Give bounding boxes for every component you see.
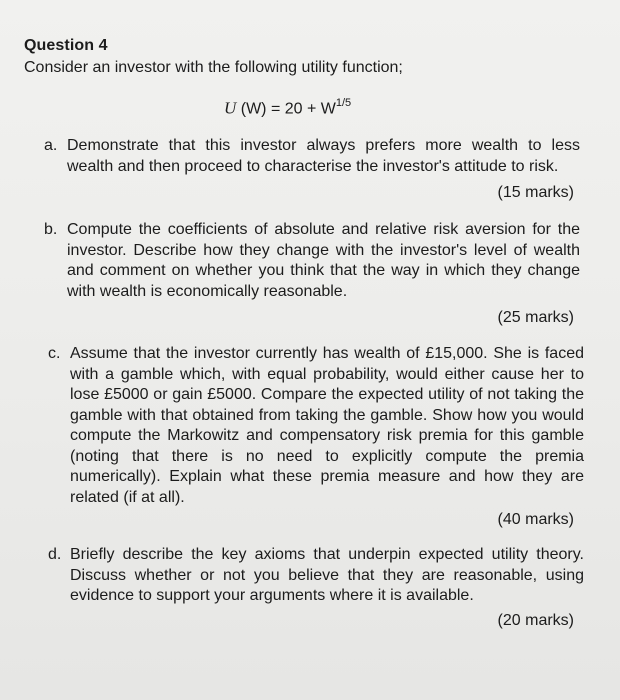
part-c-letter: c. — [48, 345, 61, 362]
part-b-text: Compute the coefficients of absolute and relative risk aversion for the investor. Describe how they change with the investor's level of wealth and comment on whether you think that the way in which they change with wealth is economically reasonable. — [67, 221, 580, 300]
part-a — [44, 136, 580, 177]
part-b-marks: (25 marks) — [497, 309, 574, 326]
formula-expression: (W) = 20 + W — [240, 100, 336, 118]
formula-exponent: 1/5 — [335, 97, 352, 109]
utility-formula — [224, 98, 351, 118]
formula-function-name: U — [224, 98, 237, 118]
part-b-letter: b. — [44, 221, 58, 238]
part-c-text: Assume that the investor currently has wealth of £15,000. She is faced with a gamble which, with equal probability, would either cause her to lose £5000 or gain £5000. Compare the expected utility of not taking the gamble with that obtained from taking the gamble. Show how you would compute the Markowitz and compensatory risk premia for this gamble (noting that there is no need to explicitly compute the premia numerically). Explain what these premia measure and how they are related (if at all). — [70, 345, 584, 506]
part-d-marks: (20 marks) — [497, 612, 574, 629]
part-a-text: Demonstrate that this investor always prefers more wealth to less wealth and then proceed to characterise the investor's attitude to risk. — [67, 137, 580, 175]
part-d — [48, 545, 584, 607]
question-intro: Consider an investor with the following utility function; — [24, 59, 403, 76]
part-d-letter: d. — [48, 546, 62, 563]
part-a-marks: (15 marks) — [497, 184, 574, 201]
question-title: Question 4 — [24, 37, 108, 54]
part-d-text: Briefly describe the key axioms that underpin expected utility theory. Discuss whether or not you believe that they are reasonable, using evidence to support your arguments where it is available. — [70, 546, 584, 604]
part-b — [44, 220, 580, 302]
part-c — [48, 344, 584, 508]
part-c-marks: (40 marks) — [497, 511, 574, 528]
part-a-letter: a. — [44, 137, 58, 154]
